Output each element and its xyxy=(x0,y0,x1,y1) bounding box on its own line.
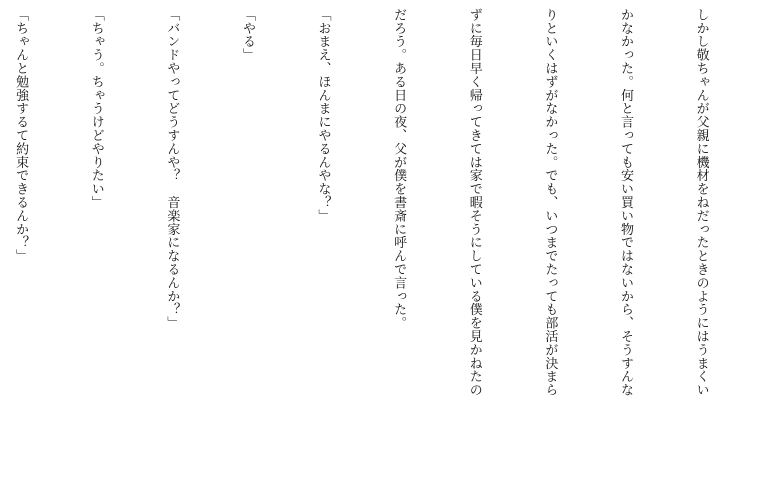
dialogue-line: 「ちゃんと勉強するて約束できるんか？」 xyxy=(13,8,29,263)
dialogue-line: 「ちゃう。ちゃうけどやりたい」 xyxy=(88,8,104,209)
text-line: だろう。ある日の夜、父が僕を書斎に呼んで言った。 xyxy=(391,8,407,330)
vertical-text-body xyxy=(4,8,764,482)
text-line: しかし敬ちゃんが父親に機材をねだったときのようにはうまくい xyxy=(693,8,709,397)
text-line: ずに毎日早く帰ってきては家で暇そうにしている僕を見かねたの xyxy=(466,8,482,397)
dialogue-line: 「バンドやってどうすんや？ 音楽家になるんか？」 xyxy=(164,8,180,330)
dialogue-line: 「おまえ、ほんまにやるんやな？」 xyxy=(315,8,331,223)
dialogue-line: 「やる」 xyxy=(239,8,255,62)
text-line: かなかった。何と言っても安い買い物ではないから、そうすんな xyxy=(617,8,633,397)
text-line: りといくはずがなかった。でも、いつまでたっても部活が決まら xyxy=(542,8,558,397)
